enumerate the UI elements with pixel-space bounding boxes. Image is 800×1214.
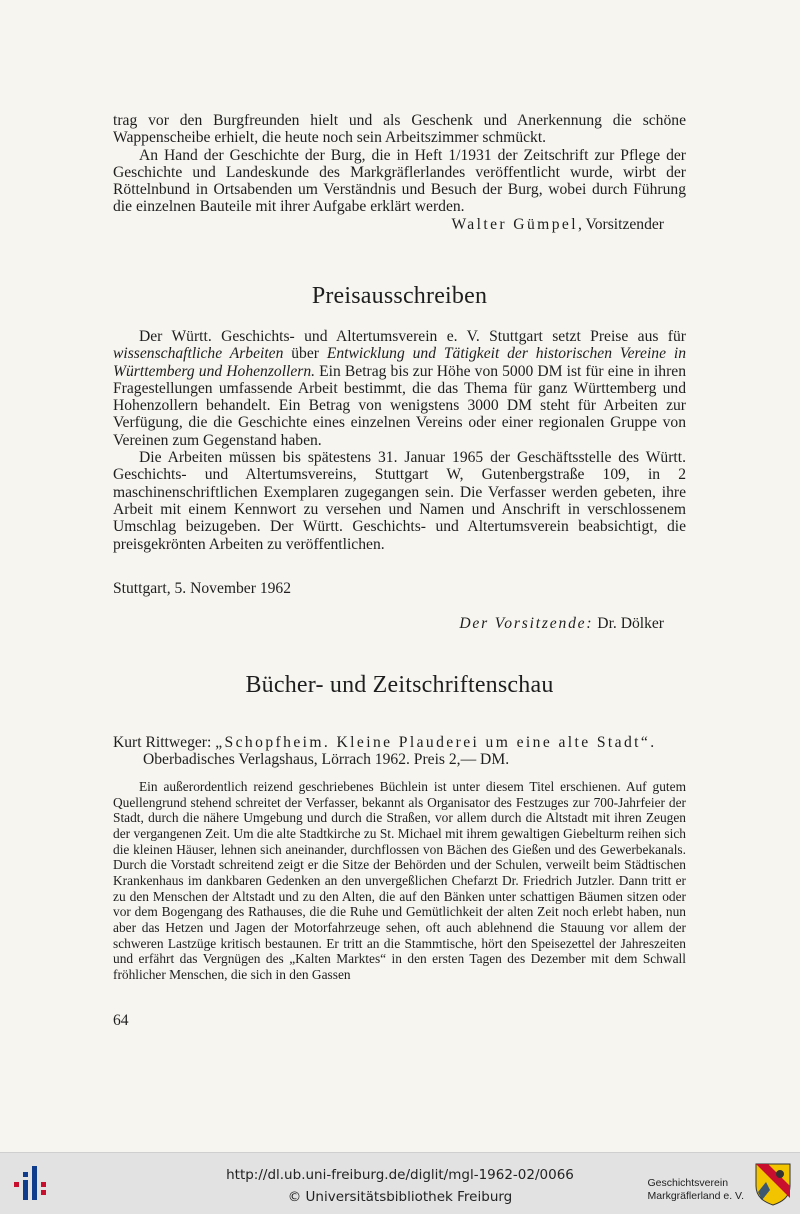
book-review-text: Ein außerordentlich reizend geschriebenes Büchlein ist unter diesem Titel erschienen. Auf gutem Quellengrund stehend schreitet der Verfasser, bekannt als Organisator des Festzuges zur 700-Jahrfeier der Stadt, durch die nähere Umgebung und durch die Straßen, vor allem durch die Altstadt mit ihren Zeugen der vergangenen Zeit. Um die alte Stadtkirche zu St. Michael mit ihrem gewaltigen Giebelturm reihen sich die kleinen Häuser, lehnen sich aneinander, durchflossen von Bächen des Gießen und des Gewerbekanals. Durch die Vorstadt schreitend zeigt er die Sitze der Behörden und der Schulen, verweilt beim Städtischen Krankenhaus im dankbaren Gedenken an den unvergeßlichen Chefarzt Dr. Friedrich Jutzler. Dann tritt er zu den Menschen der Altstadt und zu den Alten, die auf den Bänken unter schattigen Bäumen sitzen oder vor dem Bogengang des Rathauses, die die Ruhe und Gemütlichkeit der alten Zeit noch erlebt haben, nun aber das Hetzen und Jagen der Motorfahrzeuge sehen, oft auch ablehnend die Stauung vor allem der schweren Lastzüge kritisch bestaunen. Er tritt an die Stammtische, hört den Speisezettel der Jahreszeiten und erfährt das Vergnügen des „Kalten Marktes“ in den ersten Tagen des Dezember mit dem Schwall fröhlicher Menschen, die sich in den Gassen bbox=[113, 779, 686, 982]
society-name bbox=[648, 1177, 745, 1203]
preis-paragraph-1 bbox=[113, 328, 686, 449]
intro-paragraph-2: An Hand der Geschichte der Burg, die in Heft 1/1931 der Zeitschrift zur Pflege der Geschichte und Landeskunde des Markgräflerlandes veröffentlicht wurde, wirbt der Röttelnbund in Ortsabenden um Verständnis und Besuch der Burg, wobei durch Führung die einzelnen Bauteile mit ihrer Aufgabe erklärt werden. bbox=[113, 146, 686, 216]
intro-signature bbox=[113, 216, 686, 233]
society-name-line-1: Geschichtsverein bbox=[647, 1177, 729, 1189]
section-title-preisausschreiben: Preisausschreiben bbox=[311, 283, 488, 309]
preis-p1-text-b: über bbox=[283, 345, 327, 363]
book-reference-publisher: Oberbadisches Verlagshaus, Lörrach 1962. Preis 2,— DM. bbox=[143, 751, 510, 769]
preis-signature-name: Dr. Dölker bbox=[593, 615, 664, 632]
intro-signature-role: , Vorsitzender bbox=[577, 215, 664, 233]
preis-p1-text-c: Ein Betrag bis zur Höhe von 5000 DM ist für eine in ihren Fragestellungen umfassende Arbeit bestimmt, die das Thema für ganz Württemberg und Hohenzollern behandelt. Ein Betrag von wenigstens 3000 DM steht für Arbeiten zur Verfügung, die die Geschichte eines einzelnen Vereins oder einer regionalen Gruppe von Vereinen zum Gegenstand haben. bbox=[113, 362, 686, 449]
preis-section bbox=[113, 328, 686, 553]
intro-signature-name: Walter Gümpel bbox=[451, 215, 578, 233]
society-crest-logo bbox=[754, 1162, 792, 1206]
preis-p1-italic-1: wissenschaftliche Arbeiten bbox=[113, 345, 284, 363]
preis-p1-italic-2: Entwicklung und Tätigkeit der historischen Vereine in Württemberg und Hohenzollern. bbox=[113, 345, 686, 380]
preis-place-date: Stuttgart, 5. November 1962 bbox=[113, 580, 292, 597]
intro-paragraph-1: trag vor den Burgfreunden hielt und als Geschenk und Anerkennung die schöne Wappenscheibe erhielt, die heute noch sein Arbeitszimmer schmückt. bbox=[113, 112, 686, 147]
book-reference-author: Kurt Rittweger: bbox=[113, 734, 216, 751]
viewer-footer bbox=[0, 1152, 800, 1214]
copyright-notice: © Universitätsbibliothek Freiburg bbox=[287, 1189, 513, 1205]
book-reference bbox=[113, 734, 686, 769]
book-reference-title: „Schopfheim. Kleine Plauderei um eine alte Stadt“. bbox=[215, 734, 657, 751]
section-title-buecherschau: Bücher- und Zeitschriftenschau bbox=[245, 672, 554, 698]
preis-signature bbox=[113, 615, 686, 632]
intro-section bbox=[113, 112, 686, 233]
preis-p1-text-a: Der Württ. Geschichts- und Altertumsverein e. V. Stuttgart setzt Preise aus für bbox=[139, 328, 686, 345]
document-url[interactable]: http://dl.ub.uni-freiburg.de/diglit/mgl-1962-02/0066 bbox=[226, 1167, 574, 1183]
preis-paragraph-2: Die Arbeiten müssen bis spätestens 31. Januar 1965 der Geschäftsstelle des Württ. Geschichts- und Altertumsvereins, Stuttgart W, Gutenbergstraße 109, in 2 maschinenschriftlichen Exemplaren zugegangen sein. Die Verfasser werden gebeten, ihre Arbeit mit einem Kennwort zu versehen und Namen und Anschrift in verschlossenem Umschlag beizugeben. Der Württ. Geschichts- und Altertumsverein beabsichtigt, die preisgekrönten Arbeiten zu veröffentlichen. bbox=[113, 449, 686, 553]
preis-signature-label: Der Vorsitzende: bbox=[459, 615, 594, 632]
society-name-line-2: Markgräflerland e. V. bbox=[647, 1190, 744, 1202]
page-number: 64 bbox=[113, 1012, 129, 1029]
